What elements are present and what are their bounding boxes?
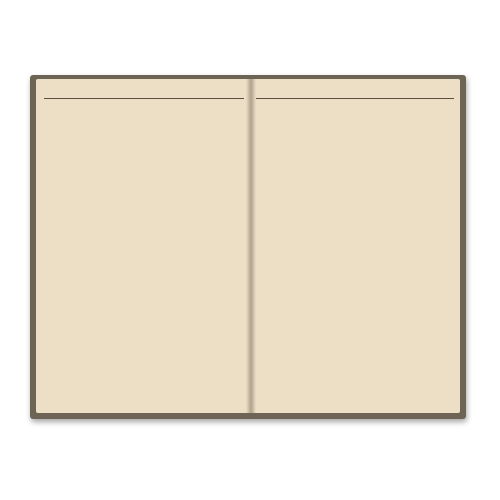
right-rule <box>256 98 454 99</box>
left-page <box>36 79 250 413</box>
right-page <box>250 79 460 413</box>
book-gutter <box>246 79 256 413</box>
left-rule <box>44 98 244 99</box>
